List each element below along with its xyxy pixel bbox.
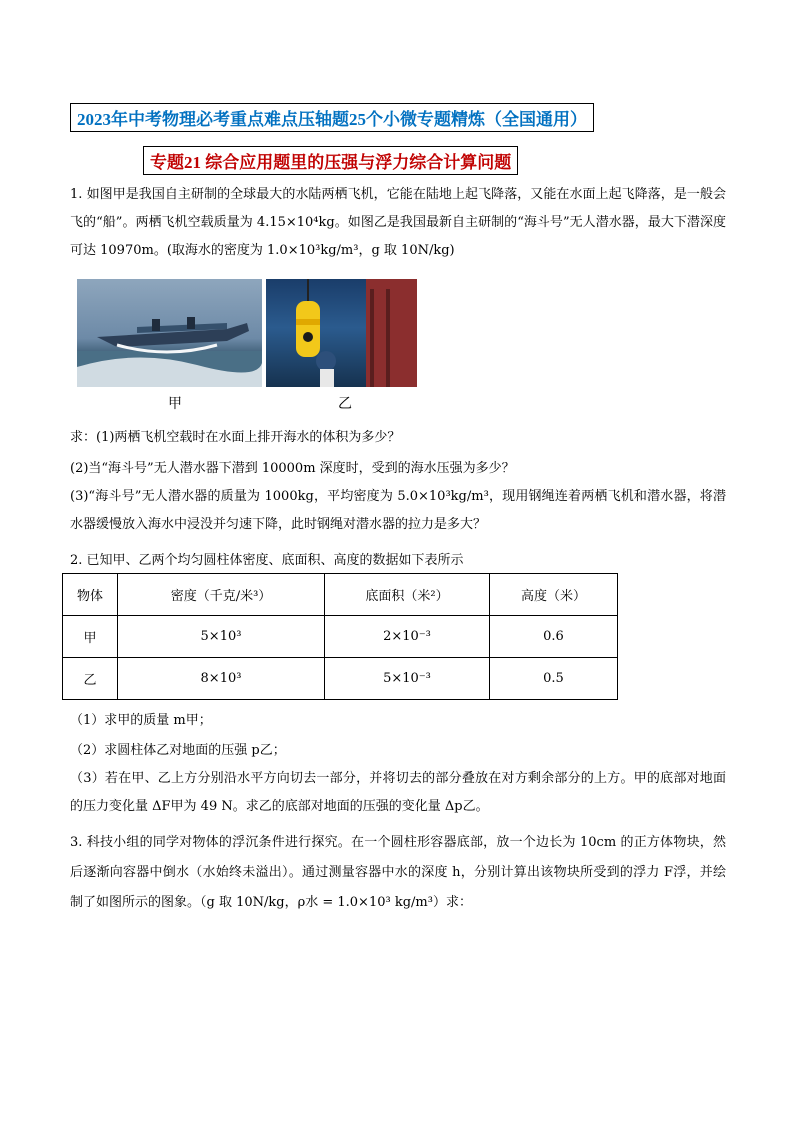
table-row <box>63 616 618 658</box>
cylinder-data-table <box>62 573 618 700</box>
question-2-intro: 2. 已知甲、乙两个均匀圆柱体密度、底面积、高度的数据如下表所示 <box>70 553 464 568</box>
question-1-text: 1. 如图甲是我国自主研制的全球最大的水陆两栖飞机，它能在陆地上起飞降落，又能在水面上起飞降落，是一般会飞的“船”。两栖飞机空载质量为 4.15×10⁴kg。如图乙是我国最新自主研制的“海斗号”无人潜水器，最大下潜深度可达 10970m。(取海水的密度为 1.0×10³kg/m³，g 取 10N/kg) <box>70 187 726 258</box>
table-cell: 5×10⁻³ <box>325 658 490 700</box>
table-header-cell: 物体 <box>63 574 118 616</box>
question-2-part-1: （1）求甲的质量 m甲； <box>70 713 212 728</box>
table-cell: 8×10³ <box>118 658 325 700</box>
question-1-part-2: (2)当“海斗号”无人潜水器下潜到 10000m 深度时，受到的海水压强为多少？ <box>70 461 515 476</box>
table-cell: 乙 <box>63 658 118 700</box>
question-1-part-1: 求：(1)两栖飞机空载时在水面上排开海水的体积为多少？ <box>70 430 401 445</box>
caption-yi: 乙 <box>338 396 352 412</box>
table-cell: 2×10⁻³ <box>325 616 490 658</box>
question-3-text: 3. 科技小组的同学对物体的浮沉条件进行探究。在一个圆柱形容器底部，放一个边长为 10cm 的正方体物块，然后逐渐向容器中倒水（水始终未溢出）。通过测量容器中水的深度 h，分别计算出该物块所受到的浮力 F浮，并绘制了如图所示的图象。（g 取 10N/kg，ρ水 = 1.0×10³ kg/m³）求： <box>70 835 726 910</box>
table-row <box>63 658 618 700</box>
submersible-image <box>266 279 417 387</box>
caption-jia: 甲 <box>168 396 182 412</box>
table-header-row <box>63 574 618 616</box>
table-header-cell: 高度（米） <box>490 574 618 616</box>
question-2-part-2: （2）求圆柱体乙对地面的压强 p乙； <box>70 743 286 758</box>
table-header-cell: 底面积（米²） <box>325 574 490 616</box>
question-1-part-3: (3)“海斗号”无人潜水器的质量为 1000kg，平均密度为 5.0×10³kg/m³，现用钢绳连着两栖飞机和潜水器，将潜水器缓慢放入海水中浸没并匀速下降，此时钢绳对潜水器的拉力是多大？ <box>70 489 726 532</box>
table-cell: 0.6 <box>490 616 618 658</box>
document-title: 2023年中考物理必考重点难点压轴题25个小微专题精炼（全国通用） <box>70 103 594 132</box>
table-cell: 甲 <box>63 616 118 658</box>
table-header-cell: 密度（千克/米³） <box>118 574 325 616</box>
amphibious-plane-image <box>77 279 262 387</box>
table-cell: 0.5 <box>490 658 618 700</box>
topic-title: 专题21 综合应用题里的压强与浮力综合计算问题 <box>143 146 518 175</box>
question-2-part-3: （3）若在甲、乙上方分别沿水平方向切去一部分，并将切去的部分叠放在对方剩余部分的上方。甲的底部对地面的压力变化量 ΔF甲为 49 N。求乙的底部对地面的压强的变化量 Δp乙。 <box>70 771 726 814</box>
table-cell: 5×10³ <box>118 616 325 658</box>
